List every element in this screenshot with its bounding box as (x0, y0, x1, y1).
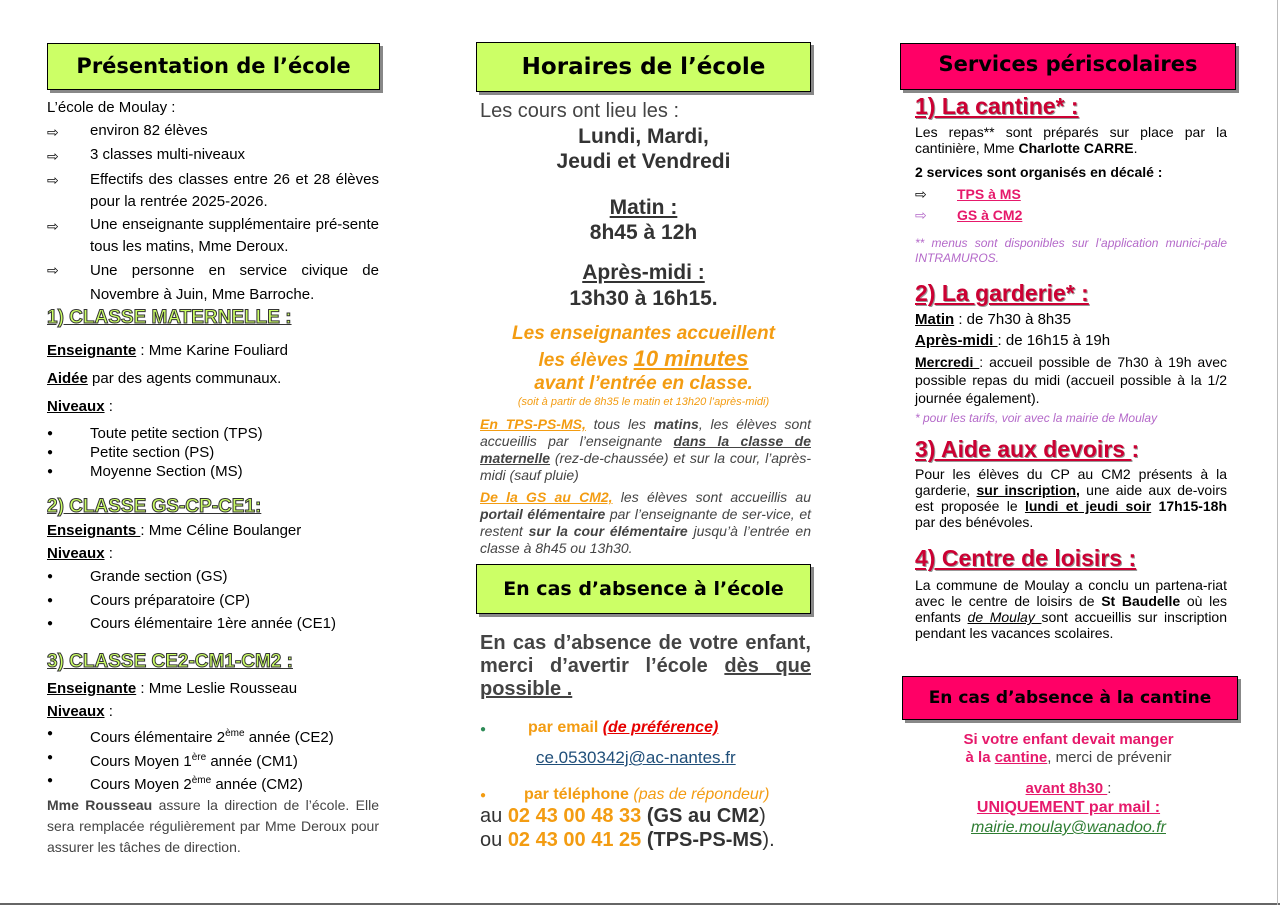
bullet-icon: ● (480, 724, 487, 735)
matin-label: Matin : (609, 196, 678, 219)
garderie-matin: Matin : de 7h30 à 8h35 (915, 311, 1071, 328)
list-item: Cours élémentaire 1ère année (CE1) (90, 615, 336, 632)
arrow-icon: ⇨ (47, 148, 59, 164)
tps-accueil-text: En TPS-PS-MS, tous les matins, les élèves sont accueillis par l’enseignante dans la classe de maternelle (rez-de-chaussée) et sur la cour, l’après-midi (sauf pluie) (480, 416, 812, 483)
menus-note: ** menus sont disponibles sur l’application munici-pale INTRAMUROS. (915, 236, 1227, 265)
arrow-icon: ⇨ (915, 186, 927, 202)
bullet-icon: ● (47, 728, 54, 739)
matin-hours: 8h45 à 12h (589, 221, 698, 244)
apres-midi-label: Après-midi : (582, 261, 705, 284)
list-item: Cours élémentaire 2ème année (CE2) (90, 728, 334, 746)
loisirs-text: La commune de Moulay a conclu un partena-riat avec le centre de loisirs de St Baudelle où les enfants de Moulay sont accueillis sur inscription pendant les vacances scolaires. (915, 577, 1228, 641)
list-item: Grande section (GS) (90, 568, 228, 585)
list-item: Effectifs des classes entre 26 et 28 élèves pour la rentrée 2025-2026. (90, 171, 379, 210)
arrow-icon: ⇨ (47, 172, 59, 188)
absence-cantine-line-3: avant 8h30 : (1025, 780, 1112, 797)
bullet-icon: ● (47, 466, 54, 477)
accueil-line-1: Les enseignantes accueillent (512, 323, 775, 344)
list-item: Cours Moyen 2ème année (CM2) (90, 775, 303, 793)
days-line-1: Lundi, Mardi, (578, 125, 709, 148)
arrow-icon: ⇨ (915, 207, 927, 223)
classe-gs-title: 2) CLASSE GS-CP-CE1: (47, 496, 262, 517)
enseignante-ce2: Enseignante : Mme Leslie Rousseau (47, 680, 298, 697)
bullet-icon: ● (47, 752, 54, 763)
horaires-title: Horaires de l’école (476, 42, 811, 92)
absence-cantine-line-2: à la cantine, merci de prévenir (965, 749, 1172, 766)
garderie-title: 2) La garderie* : (915, 280, 1089, 306)
devoirs-title: 3) Aide aux devoirs : (915, 436, 1140, 462)
bullet-icon: ● (47, 618, 54, 629)
cantine-text: Les repas** sont préparés sur place par la cantinière, Mme Charlotte CARRE. (915, 124, 1227, 156)
services-text: 2 services sont organisés en décalé : (915, 164, 1163, 180)
accueil-line-2: les élèves 10 minutes (538, 346, 749, 371)
tel-line-1: au 02 43 00 48 33 (GS au CM2) (480, 805, 766, 827)
bullet-icon: ● (480, 790, 487, 801)
presentation-intro: L’école de Moulay : (47, 99, 176, 116)
arrow-icon: ⇨ (47, 124, 59, 140)
bullet-icon: ● (47, 595, 54, 606)
bullet-icon: ● (47, 775, 54, 786)
list-item: Moyenne Section (MS) (90, 463, 243, 480)
absence-cantine-line-4: UNIQUEMENT par mail : (976, 799, 1161, 816)
absence-ecole-text: En cas d’absence de votre enfant, merci d’avertir l’école dès que possible . (480, 632, 811, 700)
telephone-line: par téléphone (pas de répondeur) (524, 786, 770, 803)
absence-cantine-line-1: Si votre enfant devait manger (963, 731, 1174, 748)
arrow-icon: ⇨ (47, 262, 59, 278)
niveaux-gs-label: Niveaux : (47, 545, 113, 562)
garderie-apres-midi: Après-midi : de 16h15 à 19h (915, 332, 1111, 349)
list-item: Une enseignante supplémentaire pré-sente tous les matins, Mme Deroux. (90, 216, 379, 255)
mairie-email-link[interactable]: mairie.moulay@wanadoo.fr (971, 819, 1166, 836)
list-item: Cours Moyen 1ère année (CM1) (90, 752, 298, 770)
column-presentation (47, 0, 379, 905)
apres-midi-hours: 13h30 à 16h15. (569, 287, 718, 310)
service-1: TPS à MS (957, 186, 1021, 202)
column-horaires (476, 0, 811, 905)
loisirs-title: 4) Centre de loisirs : (915, 545, 1137, 571)
list-item: Cours préparatoire (CP) (90, 592, 251, 609)
classe-ce2-title: 3) CLASSE CE2-CM1-CM2 : (47, 651, 293, 672)
periscolaire-title: Services périscolaires (900, 43, 1236, 90)
bullet-icon: ● (47, 428, 54, 439)
list-item: Petite section (PS) (90, 444, 215, 461)
devoirs-text: Pour les élèves du CP au CM2 présents à la garderie, sur inscription, une aide aux de-voirs est proposée le lundi et jeudi soir 17h15-18h par des bénévoles. (915, 466, 1228, 530)
aidee-maternelle: Aidée par des agents communaux. (47, 370, 282, 387)
niveaux-maternelle-label: Niveaux : (47, 398, 113, 415)
accueil-line-3: avant l’entrée en classe. (534, 373, 753, 394)
list-item: Toute petite section (TPS) (90, 425, 263, 442)
arrow-icon: ⇨ (47, 218, 59, 234)
days-line-2: Jeudi et Vendredi (556, 150, 731, 173)
gs-accueil-text: De la GS au CM2, les élèves sont accueillis au portail élémentaire par l’enseignante de ser-vice, et restent sur la cour élémentaire jusqu’à l’entrée en classe à 8h45 ou 13h30. (480, 489, 811, 556)
list-item: environ 82 élèves (90, 122, 208, 139)
page-right-border (1277, 0, 1278, 905)
list-item: 3 classes multi-niveaux (90, 146, 246, 163)
bullet-icon: ● (47, 447, 54, 458)
absence-ecole-title: En cas d’absence à l’école (476, 564, 811, 614)
garderie-mercredi: Mercredi : accueil possible de 7h30 à 19h avec possible repas du midi (accueil possible à la 1/2 journée également). (915, 354, 1227, 406)
presentation-title: Présentation de l’école (47, 43, 380, 90)
school-email-link[interactable]: ce.0530342j@ac-nantes.fr (536, 748, 736, 767)
email-line: par email (de préférence) (528, 719, 719, 736)
tarifs-note: * pour les tarifs, voir avec la mairie de Moulay (915, 411, 1158, 425)
enseignante-maternelle: Enseignante : Mme Karine Fouliard (47, 342, 288, 359)
tel-line-2: ou 02 43 00 41 25 (TPS-PS-MS). (480, 829, 775, 851)
list-item: Une personne en service civique de Novembre à Juin, Mme Barroche. (90, 262, 379, 303)
bullet-icon: ● (47, 571, 54, 582)
absence-cantine-title: En cas d’absence à la cantine (902, 676, 1238, 720)
service-2: GS à CM2 (957, 207, 1023, 223)
cours-intro: Les cours ont lieu les : (480, 100, 679, 122)
classe-maternelle-title: 1) CLASSE MATERNELLE : (47, 307, 292, 328)
niveaux-ce2-label: Niveaux : (47, 703, 113, 720)
cantine-title: 1) La cantine* : (915, 93, 1079, 119)
enseignants-gs: Enseignants : Mme Céline Boulanger (47, 522, 302, 539)
accueil-note: (soit à partir de 8h35 le matin et 13h20 l’après-midi) (517, 396, 770, 408)
column-periscolaire (900, 0, 1237, 905)
direction-text: Mme Rousseau assure la direction de l’école. Elle sera remplacée régulièrement par Mme Deroux pour assurer les tâches de direction. (47, 797, 379, 855)
